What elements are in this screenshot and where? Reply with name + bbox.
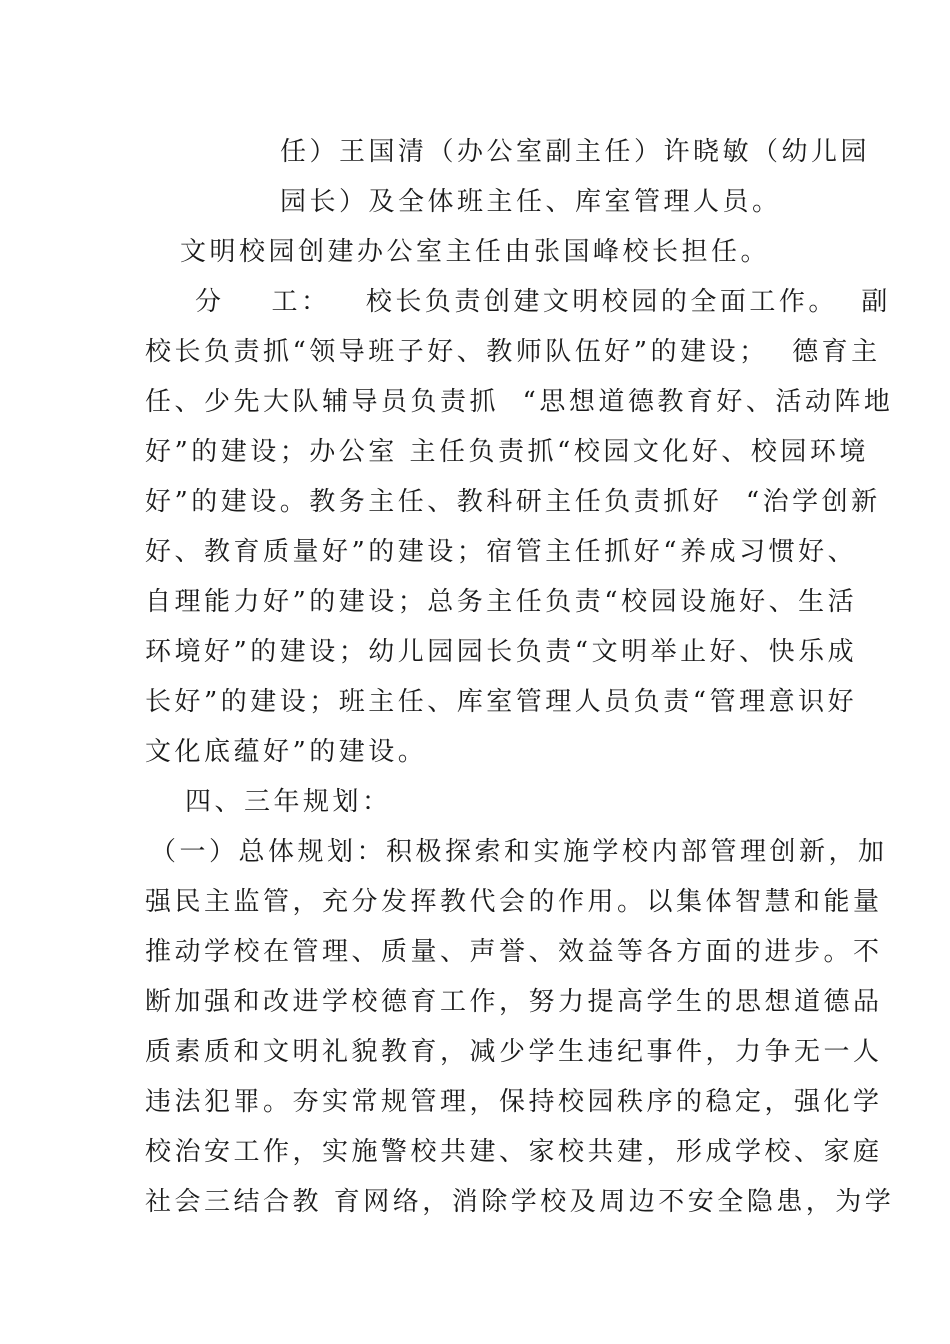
text-line: 好”的建设；办公室 主任负责抓“校园文化好、校园环境 — [145, 437, 869, 467]
text-line: 好、教育质量好”的建设；宿管主任抓好“养成习惯好、 — [145, 537, 858, 567]
text-line: 任、少先大队辅导员负责抓 “思想道德教育好、活动阵地 — [145, 387, 894, 417]
text-line: 推动学校在管理、质量、声誉、效益等各方面的进步。不 — [145, 937, 883, 967]
section-heading: 四、三年规划： — [185, 787, 392, 817]
text-line: 文明校园创建办公室主任由张国峰校长担任。 — [180, 237, 771, 267]
text-line: 长好”的建设；班主任、库室管理人员负责“管理意识好 — [145, 687, 858, 717]
text-line: 断加强和改进学校德育工作，努力提高学生的思想道德品 — [145, 987, 883, 1017]
text-line: 任）王国清（办公室副主任）许晓敏（幼儿园 — [280, 137, 871, 167]
text-line: 自理能力好”的建设；总务主任负责“校园设施好、生活 — [145, 587, 858, 617]
text-line: 强民主监管，充分发挥教代会的作用。以集体智慧和能量 — [145, 887, 883, 917]
text-line: 违法犯罪。夯实常规管理，保持校园秩序的稳定，强化学 — [145, 1087, 883, 1117]
text-line: 质素质和文明礼貌教育，减少学生违纪事件，力争无一人 — [145, 1037, 883, 1067]
text-line: 文化底蕴好”的建设。 — [145, 737, 428, 767]
text-line: 校长负责抓“领导班子好、教师队伍好”的建设； 德育主 — [145, 337, 881, 367]
text-line: 园长）及全体班主任、库室管理人员。 — [280, 187, 782, 217]
text-line: 好”的建设。教务主任、教科研主任负责抓好 “治学创新 — [145, 487, 881, 517]
text-line: 分 工： 校长负责创建文明校园的全面工作。 副 — [195, 287, 891, 317]
text-line: （一）总体规划：积极探索和实施学校内部管理创新，加 — [150, 837, 888, 867]
text-line: 社会三结合教 育网络，消除学校及周边不安全隐患，为学 — [145, 1187, 895, 1217]
text-line: 校治安工作，实施警校共建、家校共建，形成学校、家庭 — [145, 1137, 883, 1167]
text-line: 环境好”的建设；幼儿园园长负责“文明举止好、快乐成 — [145, 637, 858, 667]
